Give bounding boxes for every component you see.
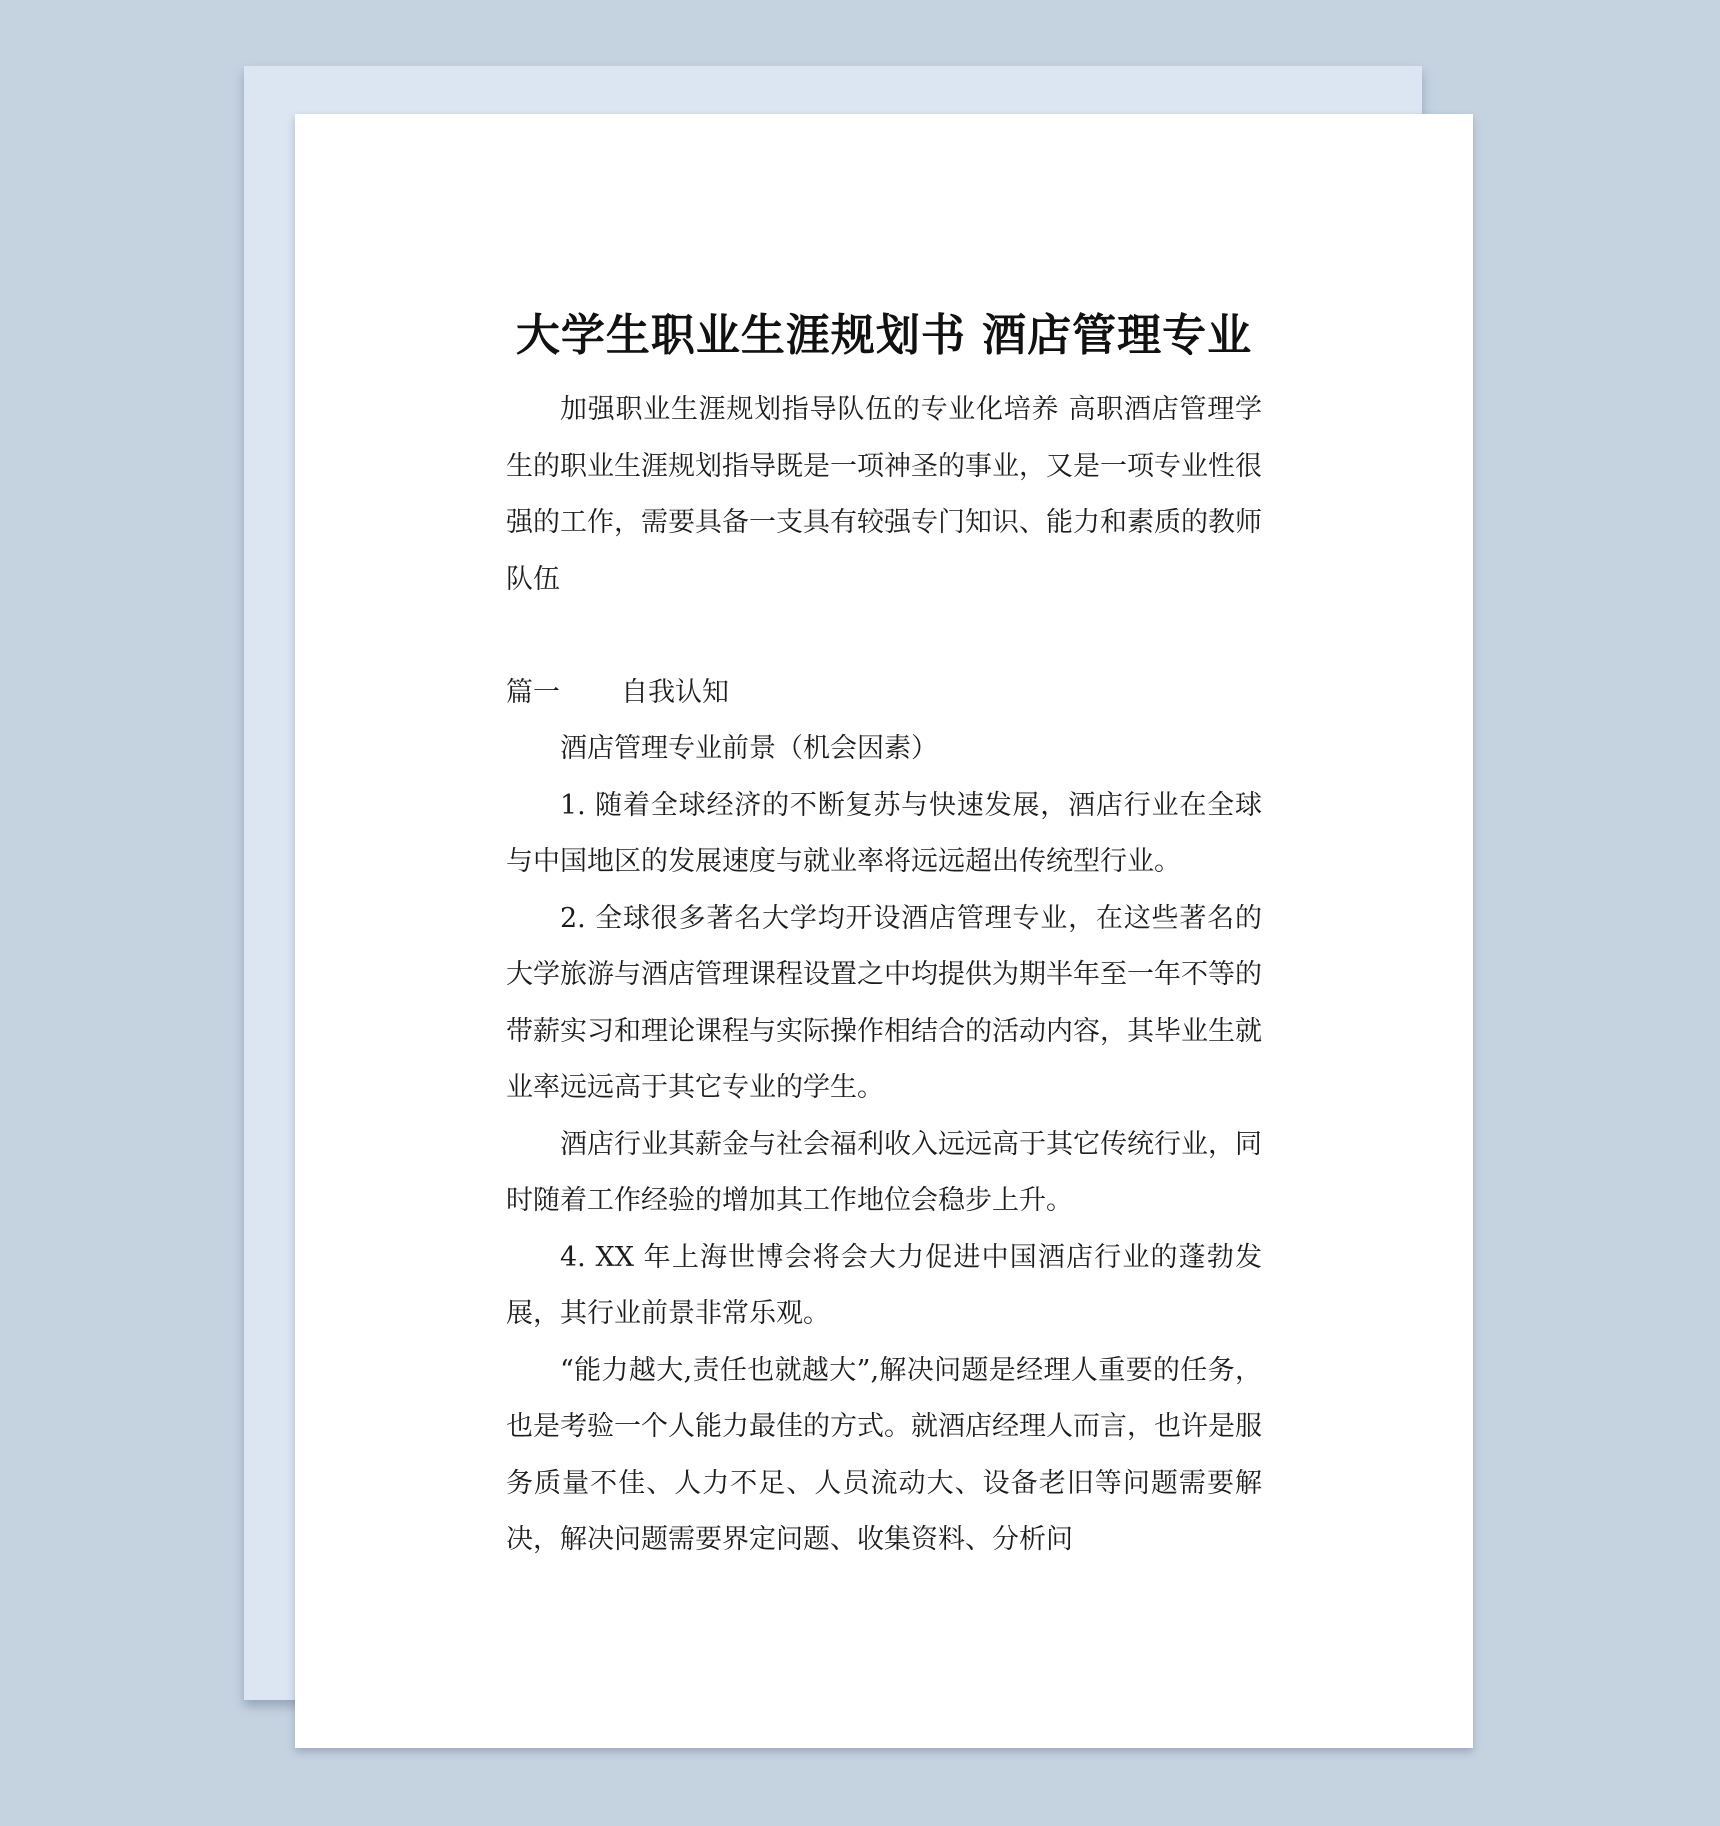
paragraph-1: 1. 随着全球经济的不断复苏与快速发展，酒店行业在全球与中国地区的发展速度与就业率将远远超出传统型行业。 <box>506 789 1262 877</box>
intro-paragraph: 加强职业生涯规划指导队伍的专业化培养 高职酒店管理学生的职业生涯规划指导既是一项神圣的事业，又是一项专业性很强的工作，需要具备一支具有较强专门知识、能力和素质的教师队伍 <box>506 394 1262 595</box>
section-number: 篇一 <box>506 676 560 708</box>
section-name: 自我认知 <box>621 676 729 708</box>
document-body <box>506 382 1262 1569</box>
blank-line <box>506 608 1262 665</box>
paragraph-2: 2. 全球很多著名大学均开设酒店管理专业，在这些著名的大学旅游与酒店管理课程设置之中均提供为期半年至一年不等的带薪实习和理论课程与实际操作相结合的活动内容，其毕业生就业率远远高于其它专业的学生。 <box>506 902 1262 1103</box>
paragraph-4: 4. XX 年上海世博会将会大力促进中国酒店行业的蓬勃发展，其行业前景非常乐观。 <box>506 1241 1262 1329</box>
section-heading <box>506 665 1262 722</box>
document-title: 大学生职业生涯规划书 酒店管理专业 <box>515 310 1253 361</box>
subheading: 酒店管理专业前景（机会因素） <box>560 733 938 764</box>
paragraph-3: 酒店行业其薪金与社会福利收入远远高于其它传统行业，同时随着工作经验的增加其工作地位会稳步上升。 <box>506 1128 1262 1216</box>
document-page <box>295 114 1473 1748</box>
paragraph-5: “能力越大,责任也就越大”,解决问题是经理人重要的任务，也是考验一个人能力最佳的方式。就酒店经理人而言，也许是服务质量不佳、人力不足、人员流动大、设备老旧等问题需要解决，解决问题需要界定问题、收集资料、分析问 <box>506 1354 1262 1555</box>
